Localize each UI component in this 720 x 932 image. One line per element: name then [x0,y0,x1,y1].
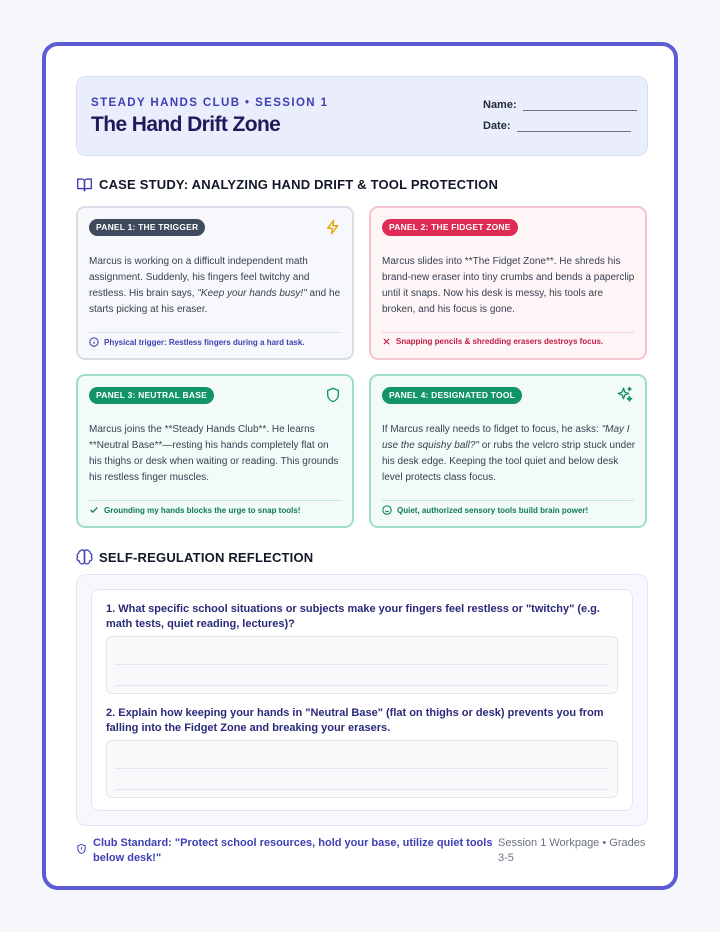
panel-footnote-text: Snapping pencils & shredding erasers destroys focus. [396,337,604,346]
panel-footnote-text: Physical trigger: Restless fingers during a hard task. [104,337,305,347]
panel-body-quote: "Keep your hands busy!" [197,288,307,299]
panel-tag: PANEL 3: NEUTRAL BASE [89,387,214,404]
club-session-label: STEADY HANDS CLUB • SESSION 1 [91,97,329,109]
case-study-title: CASE STUDY: ANALYZING HAND DRIFT & TOOL PROTECTION [99,177,499,192]
worksheet-footer [76,836,648,870]
smile-icon [382,505,392,515]
session-meta: Session 1 Workpage • Grades 3-5 [498,837,646,864]
panel-neutral-base [76,374,354,528]
x-icon [382,337,391,346]
case-study-heading [76,177,498,192]
panel-footnote [382,500,634,515]
page-title: The Hand Drift Zone [91,113,281,136]
date-line[interactable] [517,120,631,132]
answer-box-2[interactable] [106,740,618,798]
name-line[interactable] [523,99,637,111]
reflection-heading [76,549,313,566]
club-standard [76,836,496,866]
reflection-section [76,574,648,826]
panel-body: Marcus slides into **The Fidget Zone**. He shreds his brand-new eraser into tiny crumbs and bends a paperclip until it snaps. Now his desk is messy, his tools are broken, and his focus is gone. [382,256,635,315]
info-icon [89,337,99,347]
answer-rule [115,768,609,769]
panel-footnote-text: Grounding my hands blocks the urge to snap tools! [104,505,301,515]
panel-trigger [76,206,354,360]
panel-designated-tool [369,374,647,528]
question-2: 2. Explain how keeping your hands in "Neutral Base" (flat on thighs or desk) prevents you from falling into the Fidget Zone and breaking your erasers. [106,707,604,734]
panel-body-text: Marcus is working on a difficult independent math assignment. Suddenly, his fingers feel twitchy and restless. His brain says, [89,256,310,299]
panel-tag: PANEL 2: THE FIDGET ZONE [382,219,518,236]
shield-icon [325,386,341,404]
panel-body-text-end: or rubs the velcro strip stuck under his desk edge. Keeping the tool quiet and below desk level protects class focus. [382,440,636,483]
panel-footnote [89,332,341,347]
worksheet-header [76,76,648,156]
panel-footnote-text: Quiet, authorized sensory tools build brain power! [397,505,589,515]
panel-fidget-zone [369,206,647,360]
panel-footnote [89,500,341,515]
name-label: Name: [483,99,517,111]
worksheet [42,42,678,890]
panel-body [382,422,636,486]
panel-body: Marcus joins the **Steady Hands Club**. He learns **Neutral Base**—resting his hands completely flat on his thighs or desk when waiting or reading. This grounds his restless finger muscles. [89,424,339,483]
lightning-icon [325,218,341,236]
answer-rule [115,789,609,790]
panel-body-text-end: and he starts picking at his eraser. [89,288,341,315]
panel-body-quote: "May I use the squishy ball?" [382,424,630,451]
question-1: 1. What specific school situations or subjects make your fingers feel restless or "twitchy" (e.g. math tests, quiet reading, lectures)? [106,603,600,630]
name-field[interactable] [483,99,637,111]
panel-body-text: If Marcus really needs to fidget to focus, he asks: [382,424,602,435]
check-icon [89,505,99,515]
club-standard-text: Club Standard: "Protect school resources, hold your base, utilize quiet tools below desk!" [93,837,493,864]
panel-body [89,254,343,318]
brain-icon [76,549,93,566]
answer-rule [115,685,609,686]
reflection-card [91,589,633,811]
answer-rule [115,664,609,665]
reflection-title: SELF-REGULATION REFLECTION [99,550,314,565]
panel-footnote [382,332,634,346]
book-icon [76,177,93,192]
panel-tag: PANEL 4: DESIGNATED TOOL [382,387,522,404]
answer-box-1[interactable] [106,636,618,694]
date-field[interactable] [483,120,631,132]
shield-icon [76,843,87,855]
sparkles-icon [616,386,634,404]
panel-tag: PANEL 1: THE TRIGGER [89,219,205,236]
date-label: Date: [483,120,511,132]
